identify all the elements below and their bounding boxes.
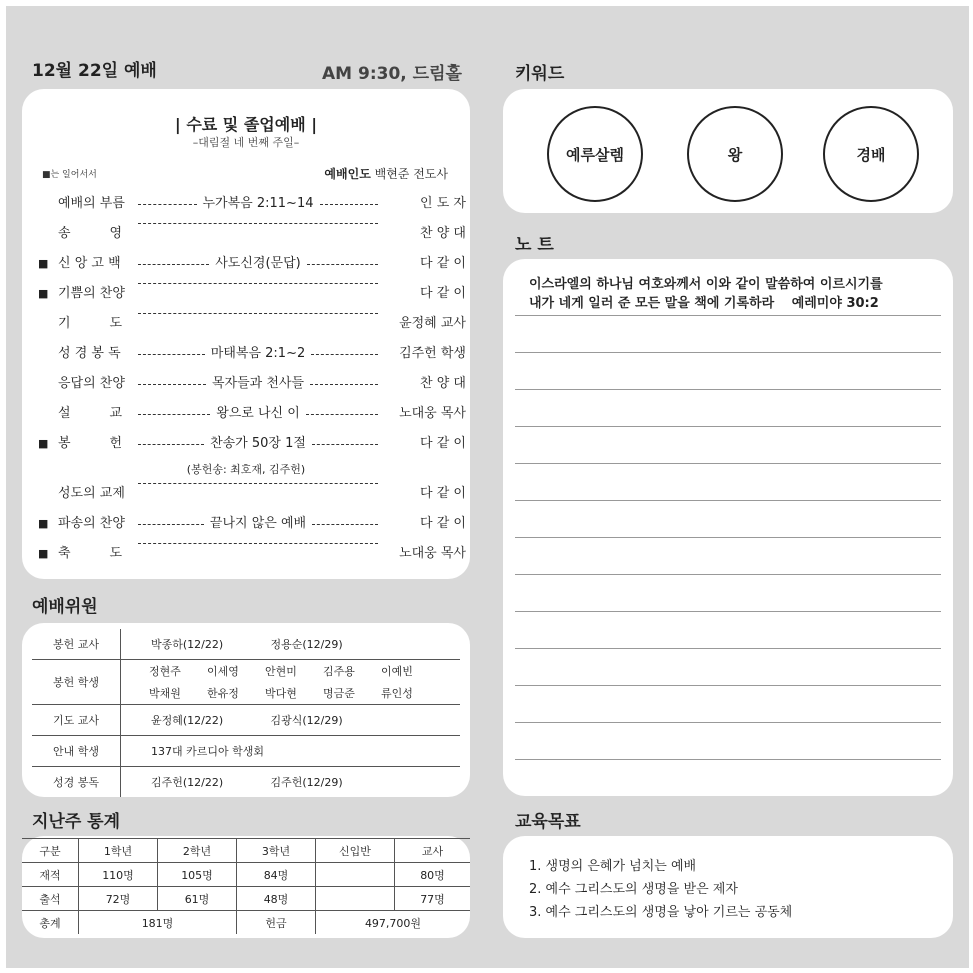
stand-mark: ■	[38, 437, 49, 450]
dash-leader	[138, 354, 205, 355]
committee-table	[32, 629, 460, 797]
order-content-text: 누가복음 2:11~14	[202, 196, 314, 211]
committee-row	[32, 629, 460, 660]
note-line	[515, 389, 941, 390]
stats-header: 구분	[22, 839, 79, 863]
stats-cell: 헌금	[237, 911, 316, 935]
dash-leader	[138, 264, 209, 265]
order-content-text: 끝나지 않은 예배	[209, 516, 307, 531]
dash-leader	[138, 223, 378, 224]
order-performer: 노대웅 목사	[399, 546, 466, 561]
dash-leader	[138, 313, 378, 314]
stats-cell: 80명	[395, 863, 471, 887]
order-content	[138, 403, 378, 425]
note-line	[515, 685, 941, 686]
note-verse-line-2: 내가 네게 일러 준 모든 말을 책에 기록하라 예레미야 30:2	[529, 296, 879, 311]
bulletin-page	[6, 6, 969, 968]
stats-cell: 105명	[158, 863, 237, 887]
order-performer: 다 같 이	[420, 436, 466, 451]
order-content	[138, 483, 378, 484]
stats-cell: 77명	[395, 887, 471, 911]
dash-leader	[138, 384, 206, 385]
committee-label: 성경 봉독	[32, 767, 121, 798]
dash-leader	[320, 204, 379, 205]
order-row	[38, 193, 468, 215]
stats-table	[22, 838, 470, 934]
stand-mark: ■	[38, 257, 49, 270]
student-name: 박다현	[265, 687, 297, 700]
committee-card	[22, 623, 470, 797]
committee-value: 김주헌(12/29)	[270, 776, 343, 789]
stats-cell: 84명	[237, 863, 316, 887]
order-performer: 인 도 자	[420, 196, 466, 211]
committee-value: 박종하(12/22)	[151, 638, 224, 651]
order-content-text: 마태복음 2:1~2	[210, 346, 306, 361]
committee-title: 예배위원	[32, 597, 98, 617]
order-performer: 찬 양 대	[420, 226, 466, 241]
dash-leader	[138, 283, 378, 284]
order-name: 신 앙 고 백	[58, 256, 121, 271]
stats-cell: 재적	[22, 863, 79, 887]
keyword-text: 예루살렘	[566, 145, 624, 164]
note-line	[515, 537, 941, 538]
stats-title: 지난주 통계	[32, 812, 121, 832]
order-row	[38, 313, 468, 335]
order-content	[138, 343, 378, 365]
order-name: 봉 헌	[58, 436, 123, 451]
leader-line	[324, 165, 448, 182]
order-content	[138, 513, 378, 535]
order-content-text: 사도신경(문답)	[215, 256, 301, 271]
service-date: 12월 22일 예배	[32, 61, 157, 81]
stats-card	[22, 836, 470, 938]
committee-row	[32, 660, 460, 705]
committee-value: 윤정혜(12/22)	[151, 714, 224, 727]
note-line	[515, 722, 941, 723]
order-row	[38, 513, 468, 535]
offering-note: (봉헌송: 최호재, 김주헌)	[186, 463, 306, 476]
note-line	[515, 574, 941, 575]
goal-item: 3. 예수 그리스도의 생명을 낳아 기르는 공동체	[529, 905, 793, 920]
keyword-text: 왕	[727, 145, 743, 164]
order-content	[138, 433, 378, 455]
note-line	[515, 500, 941, 501]
order-content	[138, 193, 378, 215]
order-row	[38, 373, 468, 395]
order-row	[38, 283, 468, 305]
stand-mark: ■	[38, 517, 49, 530]
leader-name: 백현준 전도사	[374, 167, 448, 181]
order-name: 기쁨의 찬양	[58, 286, 125, 301]
order-row	[38, 223, 468, 245]
dash-leader	[138, 414, 210, 415]
order-content-text: 왕으로 나신 이	[216, 406, 300, 421]
note-line	[515, 759, 941, 760]
student-name: 한유정	[207, 687, 239, 700]
student-row-2	[149, 685, 460, 701]
dash-leader	[138, 543, 378, 544]
note-verse-line-1: 이스라엘의 하나님 여호와께서 이와 같이 말씀하여 이르시기를	[529, 277, 883, 292]
order-performer: 찬 양 대	[420, 376, 466, 391]
stats-cell: 72명	[79, 887, 158, 911]
keyword-circle	[823, 106, 919, 202]
stats-header: 신입반	[316, 839, 395, 863]
keyword-circle	[547, 106, 643, 202]
stats-header: 2학년	[158, 839, 237, 863]
goals-title: 교육목표	[515, 812, 581, 832]
committee-value: 137대 카르디아 학생회	[121, 736, 461, 767]
order-name: 성도의 교제	[58, 486, 125, 501]
service-subtitle: –대림절 네 번째 주일–	[192, 136, 300, 149]
order-name: 성 경 봉 독	[58, 346, 121, 361]
goal-item: 1. 생명의 은혜가 넘치는 예배	[529, 859, 697, 874]
note-line	[515, 315, 941, 316]
keywords-title: 키워드	[515, 64, 565, 84]
order-content	[138, 373, 378, 395]
leader-label: 예배인도	[324, 167, 371, 181]
stand-mark: ■	[38, 287, 49, 300]
keyword-circle	[687, 106, 783, 202]
student-name: 박채원	[149, 687, 181, 700]
dash-leader	[138, 524, 204, 525]
goals-card	[503, 836, 953, 938]
stats-cell: 총계	[22, 911, 79, 935]
notes-card	[503, 259, 953, 796]
dash-leader	[310, 384, 378, 385]
stats-cell	[316, 863, 395, 887]
order-name: 파송의 찬양	[58, 516, 125, 531]
order-name: 기 도	[58, 316, 123, 331]
order-name: 송 영	[58, 226, 123, 241]
committee-label: 봉헌 학생	[32, 660, 121, 705]
committee-value: 김광식(12/29)	[270, 714, 343, 727]
dash-leader	[138, 483, 378, 484]
stats-cell	[316, 887, 395, 911]
stats-cell: 48명	[237, 887, 316, 911]
note-line	[515, 648, 941, 649]
committee-value: 정용순(12/29)	[270, 638, 343, 651]
service-time-place: AM 9:30, 드림홀	[322, 64, 462, 84]
order-content	[138, 283, 378, 284]
stats-cell: 출석	[22, 887, 79, 911]
stand-mark: ■	[38, 547, 49, 560]
student-name: 안현미	[265, 665, 297, 678]
stats-header: 3학년	[237, 839, 316, 863]
order-performer: 다 같 이	[420, 516, 466, 531]
dash-leader	[306, 414, 378, 415]
order-row	[38, 543, 468, 565]
stats-cell: 61명	[158, 887, 237, 911]
committee-label: 봉헌 교사	[32, 629, 121, 660]
order-performer: 다 같 이	[420, 486, 466, 501]
committee-row	[32, 736, 460, 767]
note-line	[515, 463, 941, 464]
order-content	[138, 253, 378, 275]
note-line	[515, 352, 941, 353]
student-name: 류인성	[381, 687, 413, 700]
order-row	[38, 483, 468, 505]
stats-header-row	[22, 839, 470, 863]
order-content	[138, 223, 378, 224]
committee-label: 기도 교사	[32, 705, 121, 736]
worship-order-card	[22, 89, 470, 579]
order-performer: 김주헌 학생	[399, 346, 466, 361]
dash-leader	[312, 524, 378, 525]
committee-row	[32, 705, 460, 736]
order-content-text: 찬송가 50장 1절	[210, 436, 306, 451]
stats-cell: 110명	[79, 863, 158, 887]
stats-header: 교사	[395, 839, 471, 863]
goal-item: 2. 예수 그리스도의 생명을 받은 제자	[529, 882, 738, 897]
note-line	[515, 611, 941, 612]
stats-row-total	[22, 911, 470, 935]
order-content	[138, 313, 378, 314]
student-name: 이예빈	[381, 665, 413, 678]
order-name: 응답의 찬양	[58, 376, 125, 391]
stats-row-attendance	[22, 887, 470, 911]
order-row	[38, 343, 468, 365]
stats-row-enrolled	[22, 863, 470, 887]
stand-note: ■는 일어서서	[42, 170, 97, 180]
student-name: 김주용	[323, 665, 355, 678]
service-title: | 수료 및 졸업예배 |	[174, 115, 318, 134]
order-performer: 다 같 이	[420, 286, 466, 301]
order-name: 설 교	[58, 406, 123, 421]
stats-total: 181명	[79, 911, 237, 935]
order-content	[138, 543, 378, 544]
keywords-card	[503, 89, 953, 213]
order-performer: 다 같 이	[420, 256, 466, 271]
order-row	[38, 253, 468, 275]
dash-leader	[311, 354, 378, 355]
notes-title: 노 트	[515, 235, 554, 255]
stats-header: 1학년	[79, 839, 158, 863]
student-name: 이세영	[207, 665, 239, 678]
order-row	[38, 433, 468, 455]
order-performer: 노대웅 목사	[399, 406, 466, 421]
dash-leader	[312, 444, 378, 445]
committee-row	[32, 767, 460, 798]
order-name: 축 도	[58, 546, 123, 561]
order-name: 예배의 부름	[58, 196, 125, 211]
committee-label: 안내 학생	[32, 736, 121, 767]
committee-value: 김주헌(12/22)	[151, 776, 224, 789]
student-name: 명금준	[323, 687, 355, 700]
student-row-1	[149, 663, 460, 679]
dash-leader	[307, 264, 378, 265]
dash-leader	[138, 444, 204, 445]
order-row	[38, 403, 468, 425]
order-content-text: 목자들과 천사들	[211, 376, 305, 391]
order-performer: 윤정혜 교사	[399, 316, 466, 331]
keyword-text: 경배	[856, 145, 886, 164]
note-line	[515, 426, 941, 427]
student-name: 정현주	[149, 665, 181, 678]
dash-leader	[138, 204, 197, 205]
stats-offering: 497,700원	[316, 911, 471, 935]
